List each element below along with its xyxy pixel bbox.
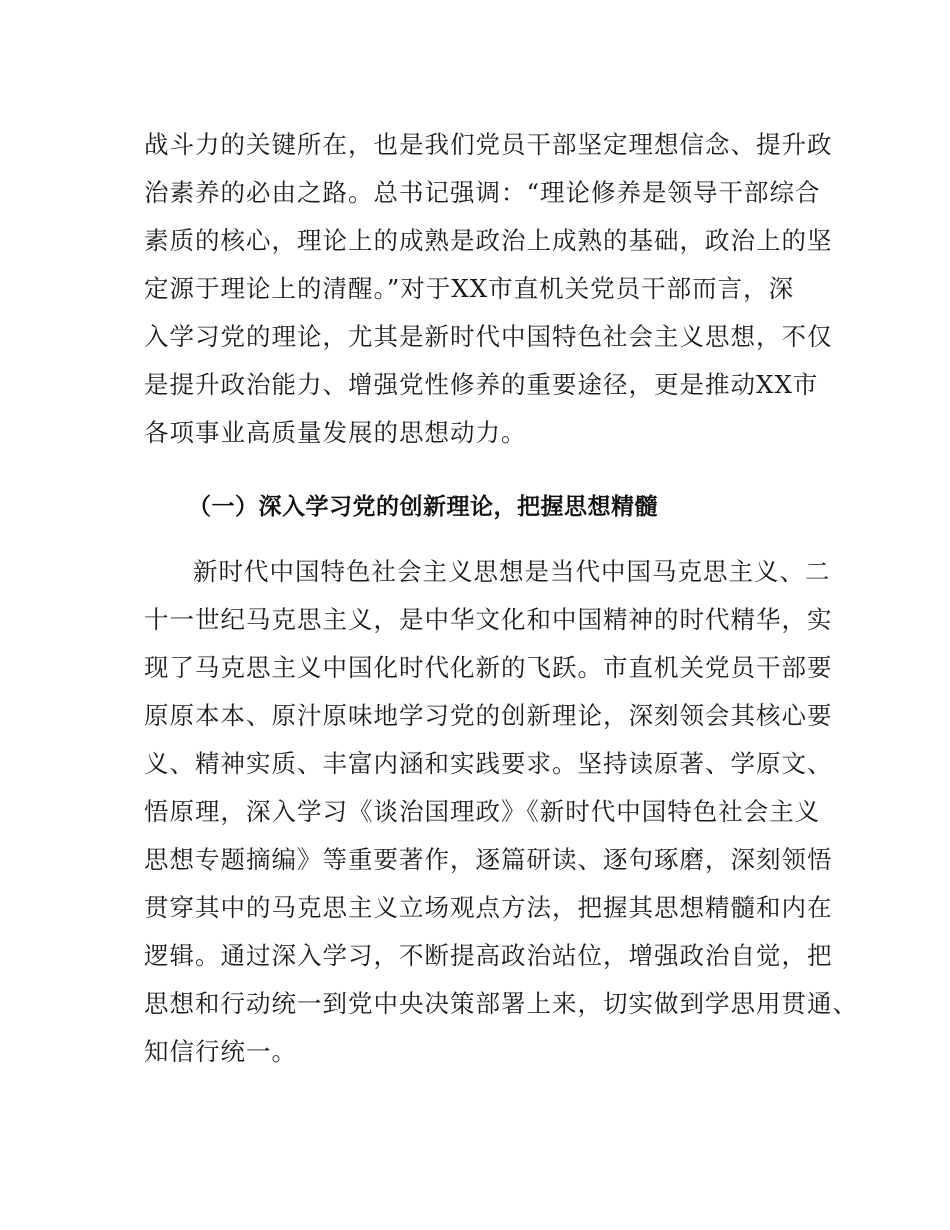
paragraph-line: 义、精神实质、丰富内涵和实践要求。坚持读原著、学原文、 bbox=[144, 749, 833, 778]
paragraph-line: 思想和行动统一到党中央决策部署上来，切实做到学思用贯通、 bbox=[144, 989, 858, 1018]
paragraph-line: 定源于理论上的清醒。”对于XX市直机关党员干部而言，深 bbox=[144, 274, 795, 303]
paragraph-line: 素质的核心，理论上的成熟是政治上成熟的基础，政治上的坚 bbox=[144, 226, 833, 255]
paragraph-line: 入学习党的理论，尤其是新时代中国特色社会主义思想，不仅 bbox=[144, 322, 833, 351]
paragraph-line: 原原本本、原汁原味地学习党的创新理论，深刻领会其核心要 bbox=[144, 701, 833, 730]
paragraph-line: 知信行统一。 bbox=[144, 1037, 297, 1066]
paragraph-line: 战斗力的关键所在，也是我们党员干部坚定理想信念、提升政 bbox=[144, 130, 833, 159]
paragraph-line: 思想专题摘编》等重要著作，逐篇研读、逐句琢磨，深刻领悟 bbox=[144, 845, 833, 874]
paragraph-line: 各项事业高质量发展的思想动力。 bbox=[144, 418, 527, 447]
paragraph-line: 现了马克思主义中国化时代化新的飞跃。市直机关党员干部要 bbox=[144, 653, 833, 682]
paragraph-line: 逻辑。通过深入学习，不断提高政治站位，增强政治自觉，把 bbox=[144, 941, 833, 970]
paragraph-line: 是提升政治能力、增强党性修养的重要途径，更是推动XX市 bbox=[144, 370, 819, 399]
paragraph-line: 新时代中国特色社会主义思想是当代中国马克思主义、二 bbox=[193, 557, 831, 586]
paragraph-line: 贯穿其中的马克思主义立场观点方法，把握其思想精髓和内在 bbox=[144, 893, 833, 922]
paragraph-line: 悟原理，深入学习《谈治国理政》《新时代中国特色社会主义 bbox=[144, 797, 821, 826]
paragraph-line: 十一世纪马克思主义，是中华文化和中国精神的时代精华，实 bbox=[144, 605, 833, 634]
section-heading: （一）深入学习党的创新理论，把握思想精髓 bbox=[188, 494, 658, 520]
paragraph-line: 治素养的必由之路。总书记强调：“理论修养是领导干部综合 bbox=[144, 178, 821, 207]
